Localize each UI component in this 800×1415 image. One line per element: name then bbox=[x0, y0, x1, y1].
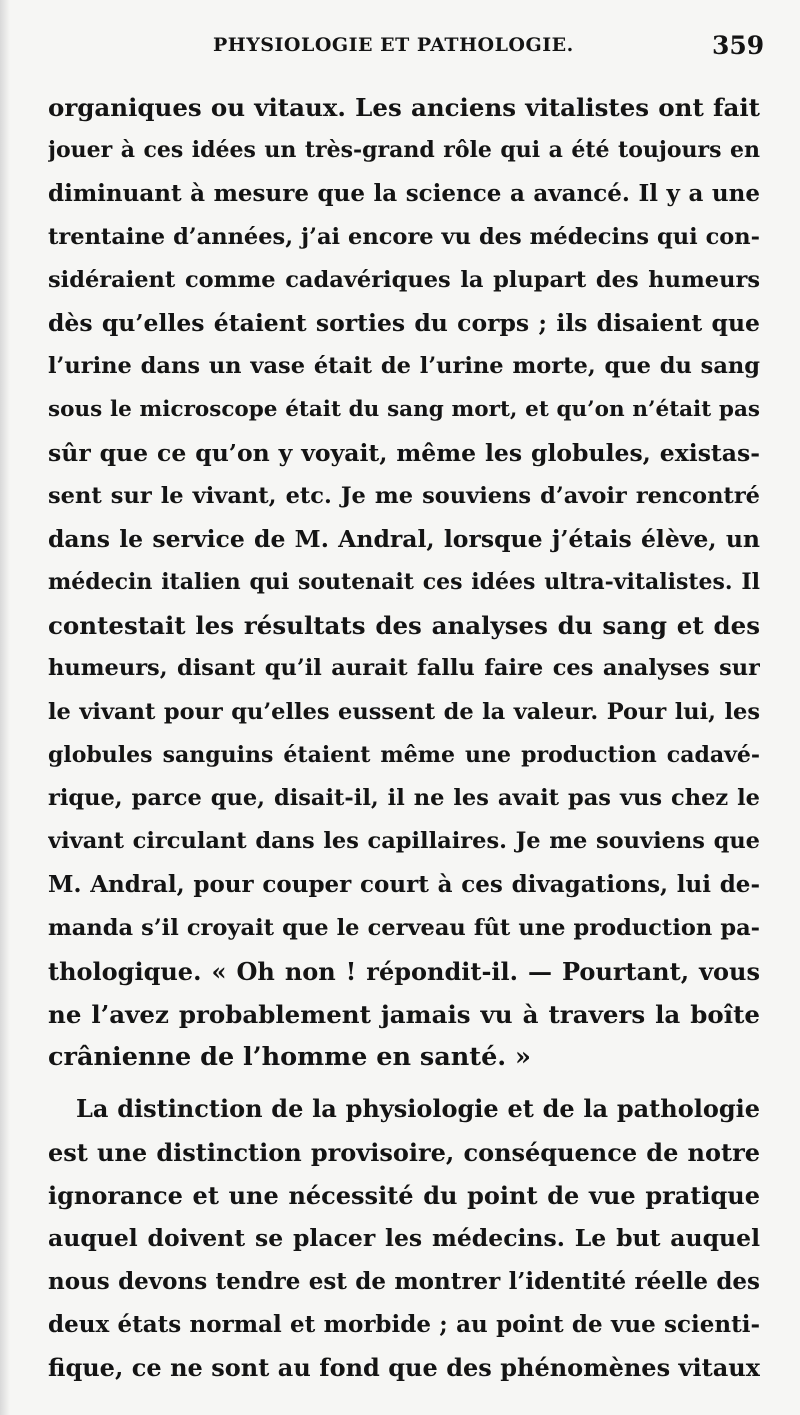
text-line: rique, parce que, disait-il, il ne les avait pas vus chez le bbox=[48, 785, 760, 811]
text-line: le vivant pour qu’elles eussent de la valeur. Pour lui, les bbox=[48, 698, 760, 725]
text-line: dans le service de M. Andral, lorsque j’étais élève, un bbox=[48, 524, 760, 553]
text-line: nous devons tendre est de montrer l’identité réelle des bbox=[48, 1268, 760, 1296]
text-line: globules sanguins étaient même une production cadavé- bbox=[48, 741, 760, 768]
text-line: vivant circulant dans les capillaires. Je me souviens que bbox=[48, 828, 760, 855]
text-line: sous le microscope était du sang mort, et qu’on n’était pas bbox=[48, 397, 760, 423]
text-line: auquel doivent se placer les médecins. Le but auquel bbox=[48, 1223, 760, 1252]
text-line: médecin italien qui soutenait ces idées ultra-vitalistes. Il bbox=[48, 569, 760, 596]
text-line: est une distinction provisoire, conséquence de notre bbox=[48, 1137, 760, 1167]
text-line: M. Andral, pour couper court à ces divagations, lui de- bbox=[48, 871, 760, 899]
text-line: sent sur le vivant, etc. Je me souviens d’avoir rencontré bbox=[48, 482, 760, 509]
text-line: ne l’avez probablement jamais vu à travers la boîte bbox=[48, 999, 760, 1029]
text-line: ignorance et une nécessité du point de vue pratique bbox=[48, 1180, 760, 1210]
text-line: La distinction de la physiologie et de la pathologie bbox=[76, 1094, 760, 1124]
text-line: organiques ou vitaux. Les anciens vitalistes ont fait bbox=[48, 93, 760, 122]
text-line: jouer à ces idées un très-grand rôle qui a été toujours en bbox=[48, 137, 760, 164]
paragraph-1 bbox=[48, 86, 760, 1079]
text-line: thologique. « Oh non ! répondit-il. — Pourtant, vous bbox=[48, 956, 760, 986]
text-line: dès qu’elles étaient sorties du corps ; ils disaient que bbox=[48, 308, 760, 337]
paragraph-gap bbox=[48, 1079, 760, 1087]
text-line: crânienne de l’homme en santé. » bbox=[48, 1042, 531, 1073]
text-line: contestait les résultats des analyses du sang et des bbox=[48, 611, 760, 641]
page-number: 359 bbox=[712, 31, 765, 60]
text-line: humeurs, disant qu’il aurait fallu faire ces analyses sur bbox=[48, 655, 760, 682]
paragraph-2 bbox=[48, 1087, 760, 1389]
text-line: l’urine dans un vase était de l’urine morte, que du sang bbox=[48, 353, 760, 380]
page-edge-shadow bbox=[0, 0, 10, 1415]
text-line: trentaine d’années, j’ai encore vu des médecins qui con- bbox=[48, 223, 760, 250]
body-text bbox=[48, 86, 760, 1390]
text-line: manda s’il croyait que le cerveau fût une production pa- bbox=[48, 914, 760, 941]
text-line: sûr que ce qu’on y voyait, même les globules, existas- bbox=[48, 438, 760, 467]
text-line: deux états normal et morbide ; au point de vue scienti- bbox=[48, 1311, 760, 1339]
running-head: PHYSIOLOGIE ET PATHOLOGIE. bbox=[213, 34, 574, 56]
text-line: sidéraient comme cadavériques la plupart des humeurs bbox=[48, 266, 760, 293]
text-line: fique, ce ne sont au fond que des phénomènes vitaux bbox=[48, 1353, 760, 1383]
text-line: diminuant à mesure que la science a avancé. Il y a une bbox=[48, 180, 760, 208]
